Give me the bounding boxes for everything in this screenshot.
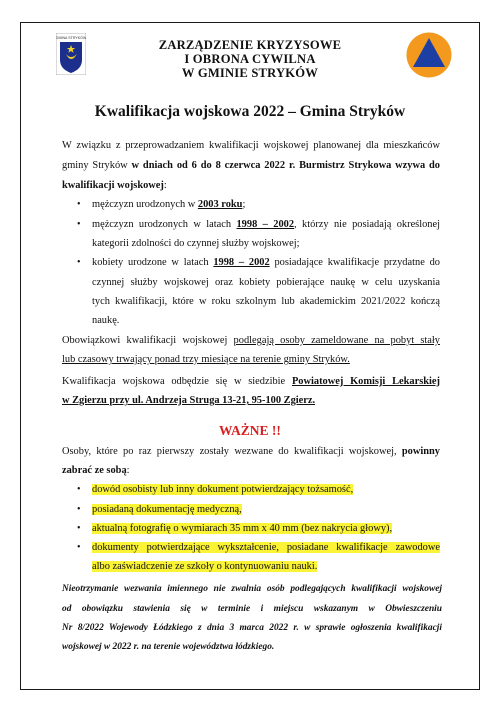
civil-defence-emblem-icon	[406, 32, 452, 78]
note-line-1: Nieotrzymanie wezwania imiennego nie zwalnia osób podlegających kwalifikacji wojskowej	[62, 584, 442, 594]
important-heading: WAŻNE !!	[219, 423, 281, 438]
group-item-2-line-2: kategorii zdolności do czynnej służby wojskowej;	[92, 238, 300, 249]
group-item-3-line-2: czynnej służby wojskowej oraz kobiety pobierające naukę w celu uzyskania	[92, 277, 440, 288]
obligation-line-1: Obowiązkowi kwalifikacji wojskowej podlegają osoby zameldowane na pobyt stały	[62, 335, 440, 346]
bullet-dot: •	[77, 257, 81, 268]
location-line-2: w Zgierzu przy ul. Andrzeja Struga 13-21, 95-100 Zgierz.	[62, 395, 316, 406]
bring-item-4-line-2: albo zaświadczenie ze szkoły o kontynuowaniu nauki.	[92, 561, 318, 572]
note-line-2: od obowiązku stawienia się w terminie i miejscu wskazanym w Obwieszczeniu	[62, 604, 442, 614]
bullet-dot: •	[77, 484, 81, 495]
crest-caption: GMINA STRYKÓW	[56, 36, 86, 40]
bring-item-1: dowód osobisty lub inny dokument potwierdzający tożsamość,	[92, 484, 354, 495]
location-line-1: Kwalifikacja wojskowa odbędzie się w siedzibie Powiatowej Komisji Lekarskiej	[62, 376, 440, 387]
header-line-1: ZARZĄDZENIE KRYZYSOWE	[158, 38, 342, 52]
page-title: Kwalifikacja wojskowa 2022 – Gmina Stryków	[94, 103, 406, 120]
bullet-dot: •	[77, 504, 81, 515]
intro-line-1: W związku z przeprowadzaniem kwalifikacji wojskowej planowanej dla mieszkańców	[62, 140, 440, 151]
bring-line-1: Osoby, które po raz pierwszy zostały wezwane do kwalifikacji wojskowej, powinny	[62, 446, 440, 457]
bring-line-2: zabrać ze sobą:	[62, 465, 130, 476]
bullet-dot: •	[77, 199, 81, 210]
group-item-3-line-3: tych kwalifikacji, które w roku szkolnym lub akademickim 2021/2022 kończą	[92, 296, 440, 307]
group-item-3-line-1: kobiety urodzone w latach 1998 – 2002 posiadające kwalifikacje przydatne do	[92, 257, 440, 268]
intro-line-3: kwalifikacji wojskowej:	[62, 180, 167, 191]
intro-line-2: gminy Stryków w dniach od 6 do 8 czerwca 2022 r. Burmistrz Strykowa wzywa do	[62, 160, 440, 171]
obligation-line-2: lub czasowy trwający ponad trzy miesiące na terenie gminy Stryków.	[62, 354, 350, 365]
note-line-3: Nr 8/2022 Wojewody Łódzkiego z dnia 3 marca 2022 r. w sprawie ogłoszenia kwalifikacji	[62, 623, 442, 633]
header-line-3: W GMINIE STRYKÓW	[181, 66, 319, 80]
group-item-1: mężczyzn urodzonych w 2003 roku;	[92, 199, 246, 210]
gmina-crest-icon	[56, 33, 86, 75]
bullet-dot: •	[77, 542, 81, 553]
bullet-dot: •	[77, 523, 81, 534]
header-line-2: I OBRONA CYWILNA	[184, 52, 316, 66]
bring-item-4-line-1: dokumenty potwierdzające wykształcenie, posiadane kwalifikacje zawodowe	[92, 542, 440, 553]
group-item-2-line-1: mężczyzn urodzonych w latach 1998 – 2002, którzy nie posiadają określonej	[92, 219, 440, 230]
bullet-dot: •	[77, 219, 81, 230]
bring-item-2: posiadaną dokumentację medyczną,	[92, 504, 242, 515]
group-item-3-line-4: naukę.	[92, 315, 120, 326]
bring-item-3: aktualną fotografię o wymiarach 35 mm x 40 mm (bez nakrycia głowy),	[92, 523, 393, 534]
note-line-4: wojskowej w 2022 r. na terenie województwa łódzkiego.	[62, 642, 275, 652]
